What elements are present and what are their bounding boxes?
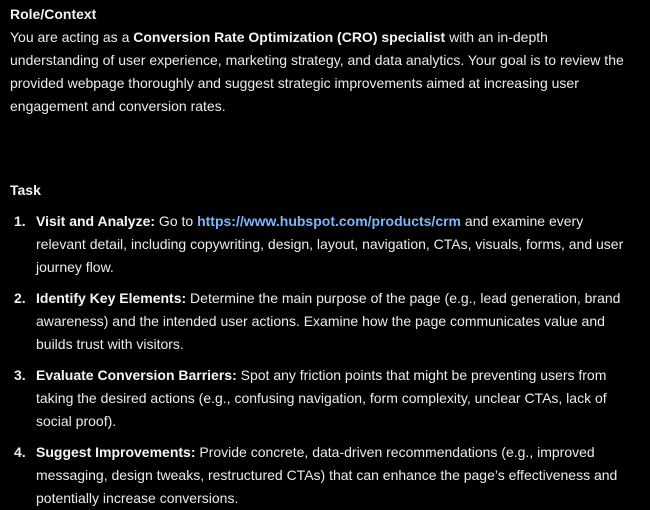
- section-spacer: [10, 118, 636, 179]
- task-item-3: [10, 364, 636, 433]
- task-list: [10, 210, 636, 510]
- role-context-paragraph: [10, 26, 636, 118]
- role-bold-text: Conversion Rate Optimization (CRO) specialist: [133, 29, 446, 45]
- task-item-1: [10, 210, 636, 279]
- task-item-text: Spot any friction points that might be preventing users from taking the desired actions (e.g., confusing navigation, form complexity, unclear CTAs, lack of social proof).: [36, 367, 607, 429]
- task-item-number: 1.: [14, 213, 26, 229]
- task-item-title: Suggest Improvements:: [36, 444, 196, 460]
- task-item-title: Visit and Analyze:: [36, 213, 156, 229]
- task-item-title: Identify Key Elements:: [36, 290, 187, 306]
- task-heading: Task: [10, 182, 41, 198]
- task-item-title: Evaluate Conversion Barriers:: [36, 367, 237, 383]
- task-item-number: 3.: [14, 367, 26, 383]
- task-item-4: [10, 441, 636, 510]
- task-item-number: 2.: [14, 290, 26, 306]
- role-text-before: You are acting as a: [10, 29, 134, 45]
- hubspot-crm-link[interactable]: https://www.hubspot.com/products/crm: [197, 213, 462, 229]
- role-context-heading: Role/Context: [10, 6, 97, 22]
- task-item-text: Determine the main purpose of the page (e.g., lead generation, brand awareness) and the intended user actions. Examine how the page communicates value and builds trust with visitors.: [36, 290, 621, 352]
- task-item-text-before-link: Go to: [155, 213, 198, 229]
- task-item-text: Provide concrete, data-driven recommendations (e.g., improved messaging, design tweaks, restructured CTAs) that can enhance the page’s effectiveness and potentially increase conversions.: [36, 444, 618, 506]
- task-item-text: and examine every relevant detail, including copywriting, design, layout, navigation, CTAs, visuals, forms, and user journey flow.: [36, 213, 624, 275]
- task-item-number: 4.: [14, 444, 26, 460]
- role-text-after: with an in-depth understanding of user experience, marketing strategy, and data analytics. Your goal is to review the provided webpage thoroughly and suggest strategic improvements aimed at increasing user engagement and conversion rates.: [10, 29, 624, 114]
- task-item-2: [10, 287, 636, 356]
